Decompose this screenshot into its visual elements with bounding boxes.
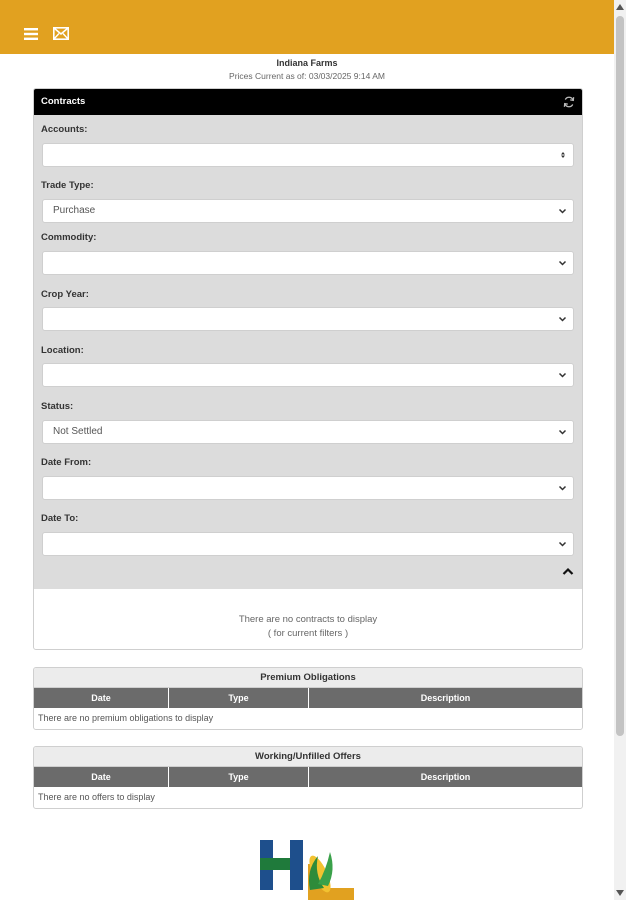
page-scrollbar[interactable] xyxy=(614,0,626,900)
commodity-label: Commodity: xyxy=(41,232,97,243)
accounts-select[interactable] xyxy=(42,143,574,167)
chevron-down-icon xyxy=(558,258,567,271)
date-from-label: Date From: xyxy=(41,457,92,468)
working-offers-table-header xyxy=(34,767,582,787)
chevron-down-icon xyxy=(558,370,567,383)
trade-type-select[interactable]: Purchase xyxy=(42,199,574,223)
premium-obligations-table-header xyxy=(34,688,582,708)
column-header-description[interactable]: Description xyxy=(420,693,471,703)
contracts-header xyxy=(34,89,582,115)
chevron-up-icon[interactable] xyxy=(562,563,574,581)
accounts-label: Accounts: xyxy=(41,124,88,135)
scroll-down-arrow-icon[interactable] xyxy=(616,890,624,896)
trade-type-label: Trade Type: xyxy=(41,180,94,191)
scroll-up-arrow-icon[interactable] xyxy=(616,4,624,10)
column-header-type[interactable]: Type xyxy=(169,688,309,708)
top-app-bar xyxy=(0,0,614,54)
chevron-down-icon xyxy=(558,483,567,496)
contracts-title: Contracts xyxy=(41,96,86,107)
premium-obligations-title: Premium Obligations xyxy=(34,668,582,688)
date-to-select[interactable] xyxy=(42,532,574,556)
contracts-filters xyxy=(34,115,582,589)
working-offers-title: Working/Unfilled Offers xyxy=(34,747,582,767)
column-header-date[interactable]: Date xyxy=(34,767,169,787)
premium-obligations-empty-message: There are no premium obligations to display xyxy=(38,713,214,723)
contracts-empty-message: There are no contracts to display ( for current filters ) xyxy=(238,614,378,639)
premium-obligations-panel xyxy=(33,667,583,730)
crop-year-label: Crop Year: xyxy=(41,289,89,300)
chevron-down-icon xyxy=(558,206,567,219)
org-name: Indiana Farms xyxy=(276,58,338,68)
refresh-icon[interactable] xyxy=(563,96,575,111)
envelope-icon[interactable] xyxy=(53,27,69,45)
chevron-down-icon xyxy=(558,427,567,440)
column-header-date[interactable]: Date xyxy=(34,688,169,708)
chevron-down-icon xyxy=(558,539,567,552)
up-down-arrows-icon xyxy=(559,150,567,163)
working-offers-panel xyxy=(33,746,583,809)
status-select[interactable]: Not Settled xyxy=(42,420,574,444)
scrollbar-thumb[interactable] xyxy=(616,16,624,736)
location-label: Location: xyxy=(41,345,84,356)
column-header-type[interactable]: Type xyxy=(169,767,309,787)
working-offers-empty-message: There are no offers to display xyxy=(38,792,155,802)
chevron-down-icon xyxy=(558,314,567,327)
prices-current-timestamp: Prices Current as of: 03/03/2025 9:14 AM xyxy=(229,71,385,81)
location-select[interactable] xyxy=(42,363,574,387)
date-from-select[interactable] xyxy=(42,476,574,500)
commodity-select[interactable] xyxy=(42,251,574,275)
date-to-label: Date To: xyxy=(41,513,79,524)
hamburger-menu-icon[interactable] xyxy=(24,27,38,46)
crop-year-select[interactable] xyxy=(42,307,574,331)
contracts-panel xyxy=(33,88,583,650)
company-logo xyxy=(258,840,358,905)
column-header-description[interactable]: Description xyxy=(420,772,471,782)
status-label: Status: xyxy=(41,401,74,412)
